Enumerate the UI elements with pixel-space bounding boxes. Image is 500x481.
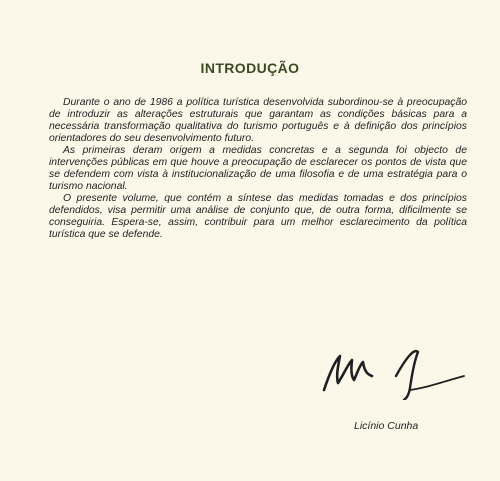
- paragraph-1: Durante o ano de 1986 a política turística desenvolvida subordinou-se à preocupação de introduzir as alterações estruturais que garantam as condições básicas para a necessária transformação qualitativa do turismo português e à definição dos princípios orientadores do seu desenvolvimento futuro.: [49, 97, 467, 144]
- author-name: Licínio Cunha: [354, 420, 419, 432]
- paragraph-3: O presente volume, que contém a síntese das medidas tomadas e dos princípios defendidos, visa permitir uma análise de conjunto que, de outra forma, dificilmente se conseguiria. Espera-se, assim, contribuir para um melhor esclarecimento da política turística que se defende.: [49, 193, 467, 240]
- introduction-body: [49, 97, 467, 241]
- paragraph-2: As primeiras deram origem a medidas concretas e a segunda foi objecto de intervenções públicas em que houve a preocupação de esclarecer os pontos de vista que se defendem com vista à institucionalização de uma filosofia e de uma estratégia para o turismo nacional.: [49, 145, 467, 192]
- page-title: INTRODUÇÃO: [200, 60, 300, 76]
- handwritten-signature: [318, 338, 468, 400]
